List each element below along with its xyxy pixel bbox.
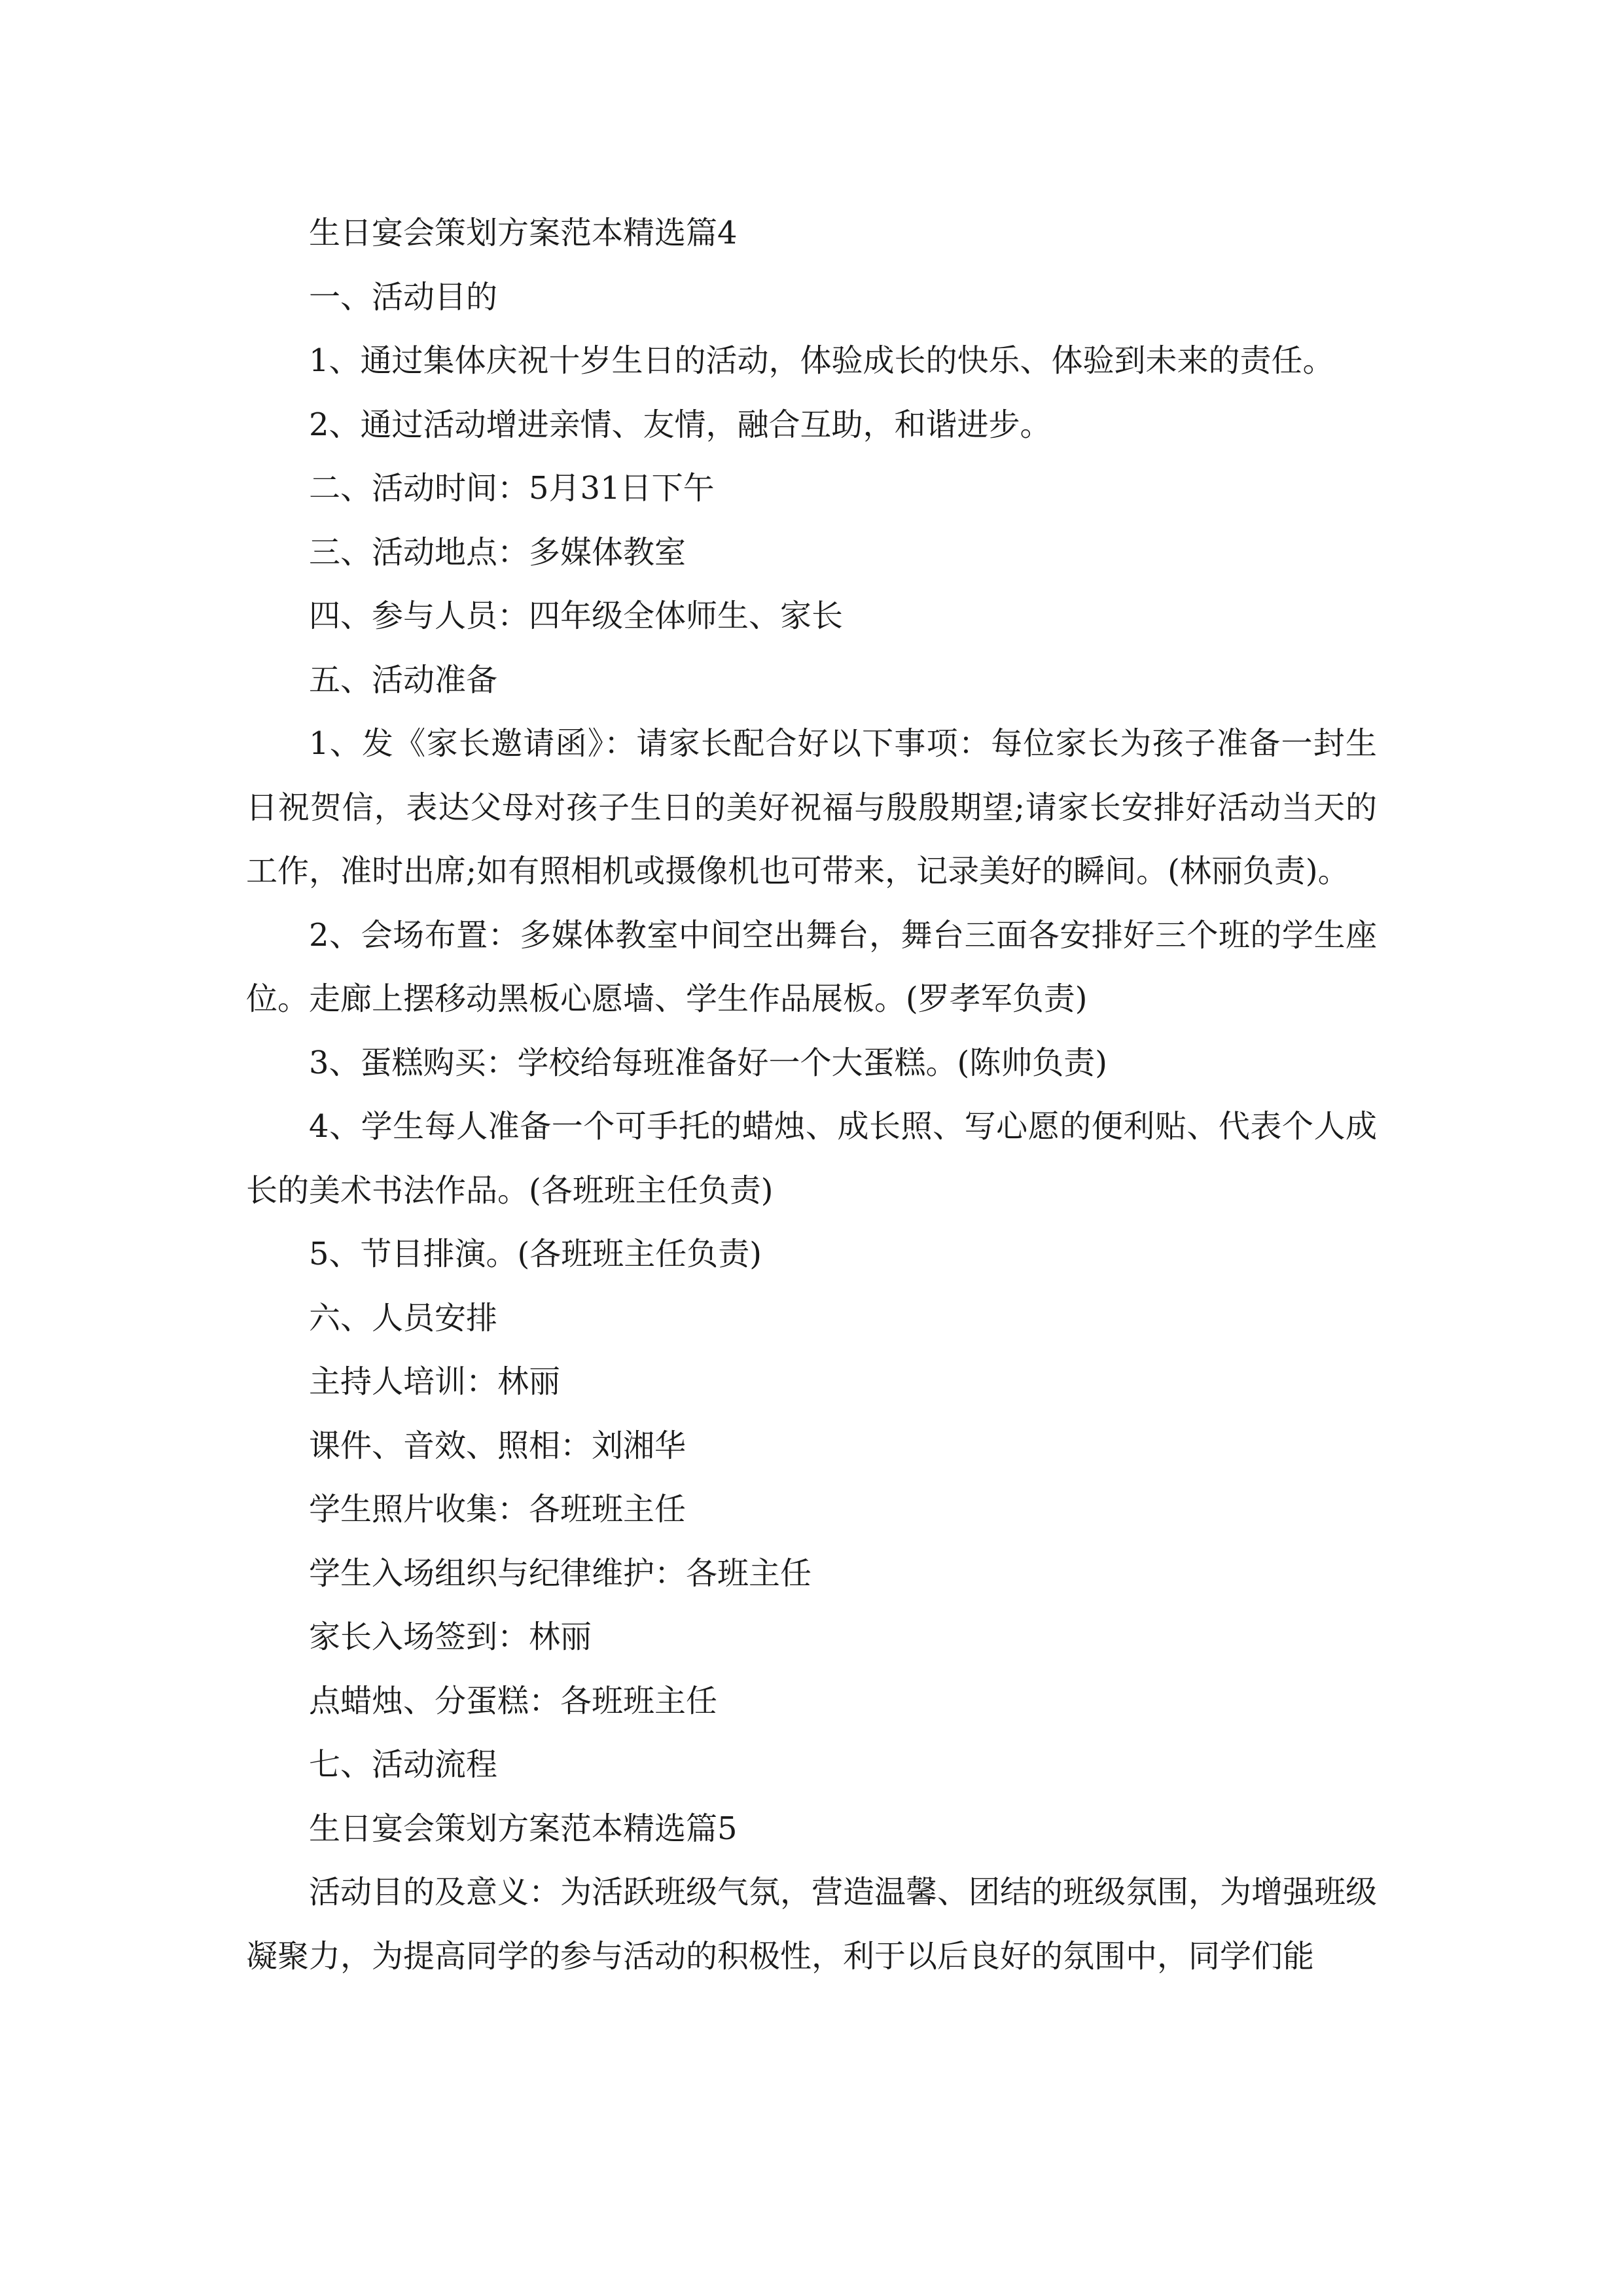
paragraph: 3、蛋糕购买：学校给每班准备好一个大蛋糕。(陈帅负责) [309,1044,1107,1081]
paragraph: 5、节目排演。(各班班主任负责) [309,1236,762,1272]
paragraph: 学生入场组织与纪律维护：各班主任 [309,1554,812,1592]
paragraph-activity-location: 三、活动地点：多媒体教室 [309,533,687,571]
heading-activity-process: 七、活动流程 [309,1746,498,1783]
heading-staff-arrangement: 六、人员安排 [309,1299,498,1336]
paragraph: 1、通过集体庆祝十岁生日的活动，体验成长的快乐、体验到未来的责任。 [309,342,1334,379]
paragraph: 点蜡烛、分蛋糕：各班班主任 [309,1682,718,1719]
heading-activity-purpose: 一、活动目的 [309,278,498,315]
paragraph-activity-time: 二、活动时间：5月31日下午 [309,470,715,507]
paragraph: 活动目的及意义：为活跃班级气氛，营造温馨、团结的班级氛围，为增强班级凝聚力，为提高同学的参与活动的积极性，利于以后良好的氛围中，同学们能 [246,1874,1378,1975]
heading-activity-preparation: 五、活动准备 [309,661,498,698]
section-heading-4: 生日宴会策划方案范本精选篇4 [309,215,738,251]
paragraph: 2、通过活动增进亲情、友情，融合互助，和谐进步。 [309,406,1052,443]
paragraph: 课件、音效、照相：刘湘华 [309,1427,687,1464]
paragraph: 1、发《家长邀请函》：请家长配合好以下事项：每位家长为孩子准备一封生日祝贺信，表达父母对孩子生日的美好祝福与殷殷期望;请家长安排好活动当天的工作，准时出席;如有照相机或摄像机也可带来，记录美好的瞬间。(林丽负责)。 [246,725,1377,889]
paragraph: 2、会场布置：多媒体教室中间空出舞台，舞台三面各安排好三个班的学生座位。走廊上摆移动黑板心愿墙、学生作品展板。(罗孝军负责) [246,916,1377,1017]
paragraph: 主持人培训：林丽 [309,1363,561,1400]
document-body [246,202,1377,1988]
paragraph-participants: 四、参与人员：四年级全体师生、家长 [309,598,844,634]
paragraph: 4、学生每人准备一个可手托的蜡烛、成长照、写心愿的便利贴、代表个人成长的美术书法作品。(各班班主任负责) [246,1108,1377,1209]
paragraph: 家长入场签到：林丽 [309,1619,592,1655]
section-heading-5: 生日宴会策划方案范本精选篇5 [309,1810,738,1847]
paragraph: 学生照片收集：各班班主任 [309,1491,687,1528]
